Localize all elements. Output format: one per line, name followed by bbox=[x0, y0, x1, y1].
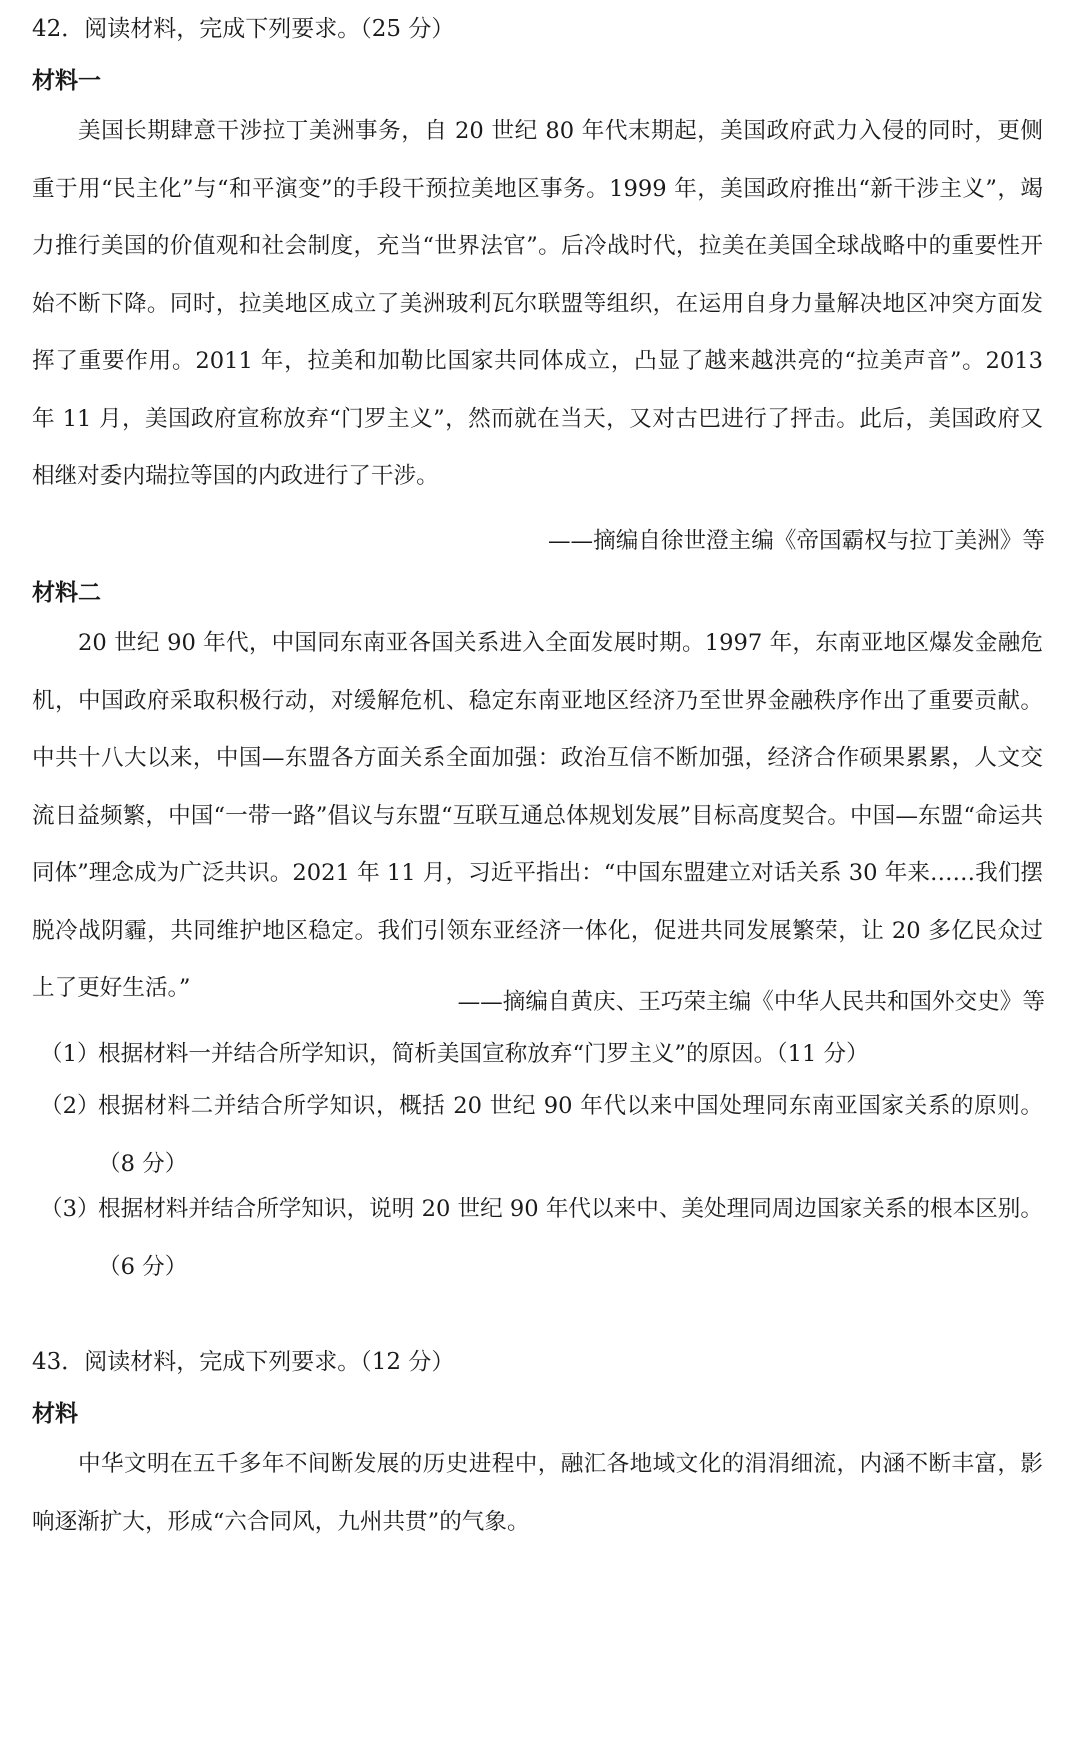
sub-question-2-number: （2） bbox=[40, 1093, 100, 1119]
sub-question-1-number: （1） bbox=[40, 1041, 100, 1067]
material-2-source: ——摘编自黄庆、王巧荣主编《中华人民共和国外交史》等 bbox=[457, 989, 1045, 1015]
material-2-title: 材料二 bbox=[32, 580, 101, 606]
material-1-title: 材料一 bbox=[32, 68, 101, 94]
material-2-text: 20 世纪 90 年代，中国同东南亚各国关系进入全面发展时期。1997 年，东南亚地区爆发金融危机，中国政府采取积极行动，对缓解危机、稳定东南亚地区经济乃至世界金融秩序作出了重要贡献。中共十八大以来，中国—东盟各方面关系全面加强：政治互信不断加强，经济合作硕果累累，人文交流日益频繁，中国“一带一路”倡议与东盟“互联互通总体规划发展”目标高度契合。中国—东盟“命运共同体”理念成为广泛共识。2021 年 11 月，习近平指出：“中国东盟建立对话关系 30 年来……我们摆脱冷战阴霾，共同维护地区稳定。我们引领东亚经济一体化，促进共同发展繁荣，让 20 多亿民众过上了更好生活。” bbox=[32, 630, 1043, 1001]
sub-question-1-text: 根据材料一并结合所学知识，简析美国宣称放弃“门罗主义”的原因。（11 分） bbox=[98, 1041, 869, 1067]
sub-question-3-text: 根据材料并结合所学知识，说明 20 世纪 90 年代以来中、美处理同周边国家关系的根本区别。（6 分） bbox=[98, 1196, 1043, 1280]
sub-question-2-text: 根据材料二并结合所学知识，概括 20 世纪 90 年代以来中国处理同东南亚国家关系的原则。（8 分） bbox=[98, 1093, 1043, 1177]
material-1-source: ——摘编自徐世澄主编《帝国霸权与拉丁美洲》等 bbox=[547, 528, 1045, 554]
sub-question-1 bbox=[32, 1026, 1043, 1084]
material-43-text: 中华文明在五千多年不间断发展的历史进程中，融汇各地域文化的涓涓细流，内涵不断丰富，影响逐渐扩大，形成“六合同风，九州共贯”的气象。 bbox=[32, 1451, 1043, 1535]
question-42-heading: 42．阅读材料，完成下列要求。（25 分） bbox=[32, 16, 455, 42]
sub-question-3 bbox=[32, 1181, 1043, 1296]
material-43-title: 材料 bbox=[32, 1401, 78, 1427]
question-43-heading: 43．阅读材料，完成下列要求。（12 分） bbox=[32, 1349, 455, 1375]
sub-question-3-number: （3） bbox=[40, 1196, 100, 1222]
material-1-text: 美国长期肆意干涉拉丁美洲事务，自 20 世纪 80 年代末期起，美国政府武力入侵的同时，更侧重于用“民主化”与“和平演变”的手段干预拉美地区事务。1999 年，美国政府推出“新干涉主义”，竭力推行美国的价值观和社会制度，充当“世界法官”。后冷战时代，拉美在美国全球战略中的重要性开始不断下降。同时，拉美地区成立了美洲玻利瓦尔联盟等组织，在运用自身力量解决地区冲突方面发挥了重要作用。2011 年，拉美和加勒比国家共同体成立，凸显了越来越洪亮的“拉美声音”。2013 年 11 月，美国政府宣称放弃“门罗主义”，然而就在当天，又对古巴进行了抨击。此后，美国政府又相继对委内瑞拉等国的内政进行了干涉。 bbox=[32, 118, 1043, 489]
sub-question-2 bbox=[32, 1078, 1043, 1193]
